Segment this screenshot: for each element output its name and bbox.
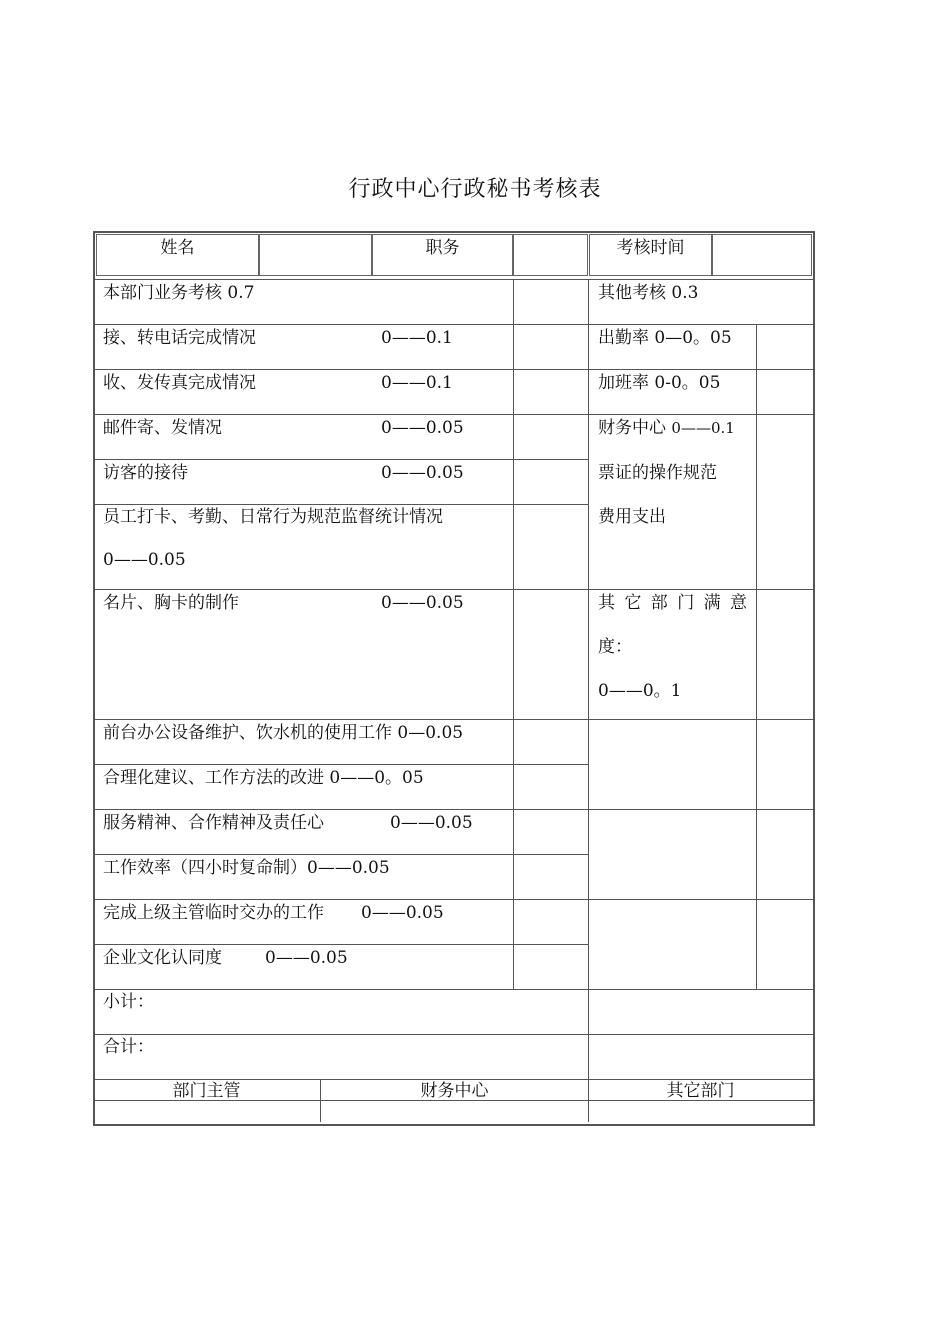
total-label: 合计： xyxy=(103,1037,154,1057)
position-label: 职务 xyxy=(425,238,460,258)
col-divider xyxy=(588,279,589,1122)
finance-range: 0——0.1 xyxy=(671,419,735,437)
section-dept-assessment: 本部门业务考核 0.7 xyxy=(103,283,255,303)
finance-title: 财务中心 xyxy=(598,418,666,438)
date-value-cell[interactable] xyxy=(712,234,812,276)
row-divider xyxy=(93,809,814,810)
signature-other-dept: 其它部门 xyxy=(666,1081,735,1101)
row-divider xyxy=(93,719,814,720)
item-range: 0——0.05 xyxy=(381,418,464,438)
item-label: 合理化建议、工作方法的改进 0——0。05 xyxy=(103,768,424,788)
item-label: 企业文化认同度 xyxy=(103,948,222,968)
row-divider xyxy=(93,279,814,280)
position-value-cell[interactable] xyxy=(513,234,588,276)
signature-dept-head: 部门主管 xyxy=(172,1081,241,1101)
item-label: 前台办公设备维护、饮水机的使用工作 0—0.05 xyxy=(103,723,464,743)
finance-line2: 票证的操作规范 xyxy=(598,463,717,483)
name-label: 姓名 xyxy=(160,238,195,258)
other-dept-label-2: 度： xyxy=(598,637,632,657)
table-border xyxy=(93,231,815,1126)
item-range: 0——0.05 xyxy=(361,903,444,923)
section-other-assessment: 其他考核 0.3 xyxy=(598,283,699,303)
item-label: 接、转电话完成情况 xyxy=(103,328,256,348)
other-dept-range: 0——0。1 xyxy=(598,681,682,701)
item-label: 服务精神、合作精神及责任心 xyxy=(103,813,324,833)
row-divider xyxy=(93,944,589,945)
item-label: 访客的接待 xyxy=(103,463,188,483)
item-label: 收、发传真完成情况 xyxy=(103,373,256,393)
row-divider xyxy=(93,1034,814,1035)
item-range: 0——0.05 xyxy=(381,593,464,613)
row-divider xyxy=(93,459,589,460)
row-divider xyxy=(93,324,814,325)
attendance-label: 出勤率 0—0。05 xyxy=(598,328,732,348)
row-divider xyxy=(93,369,814,370)
row-divider xyxy=(93,414,814,415)
item-label: 邮件寄、发情况 xyxy=(103,418,222,438)
item-range: 0——0.05 xyxy=(381,463,464,483)
subtotal-label: 小计： xyxy=(103,992,154,1012)
page-title: 行政中心行政秘书考核表 xyxy=(348,177,602,202)
row-divider xyxy=(93,764,589,765)
item-label: 名片、胸卡的制作 xyxy=(103,593,239,613)
item-label: 完成上级主管临时交办的工作 xyxy=(103,903,324,923)
finance-label xyxy=(598,417,735,439)
item-range: 0——0.1 xyxy=(381,373,453,393)
item-label: 员工打卡、考勤、日常行为规范监督统计情况 xyxy=(103,507,443,527)
finance-line3: 费用支出 xyxy=(598,507,666,527)
other-dept-label: 其 它 部 门 满 意 xyxy=(598,593,750,613)
item-range: 0——0.05 xyxy=(103,550,186,570)
name-value-cell[interactable] xyxy=(259,234,372,276)
row-divider xyxy=(93,899,814,900)
col-divider xyxy=(513,279,514,989)
overtime-label: 加班率 0-0。05 xyxy=(598,373,721,393)
item-range: 0——0.05 xyxy=(265,948,348,968)
date-label: 考核时间 xyxy=(616,238,685,258)
item-range: 0——0.05 xyxy=(390,813,473,833)
row-divider xyxy=(93,989,814,990)
item-range: 0——0.1 xyxy=(381,328,453,348)
item-label: 工作效率（四小时复命制）0——0.05 xyxy=(103,858,390,878)
row-divider xyxy=(93,589,814,590)
assessment-table xyxy=(93,231,815,1126)
row-divider xyxy=(93,504,589,505)
signature-finance: 财务中心 xyxy=(420,1081,489,1101)
row-divider xyxy=(93,854,589,855)
col-divider xyxy=(756,324,757,989)
